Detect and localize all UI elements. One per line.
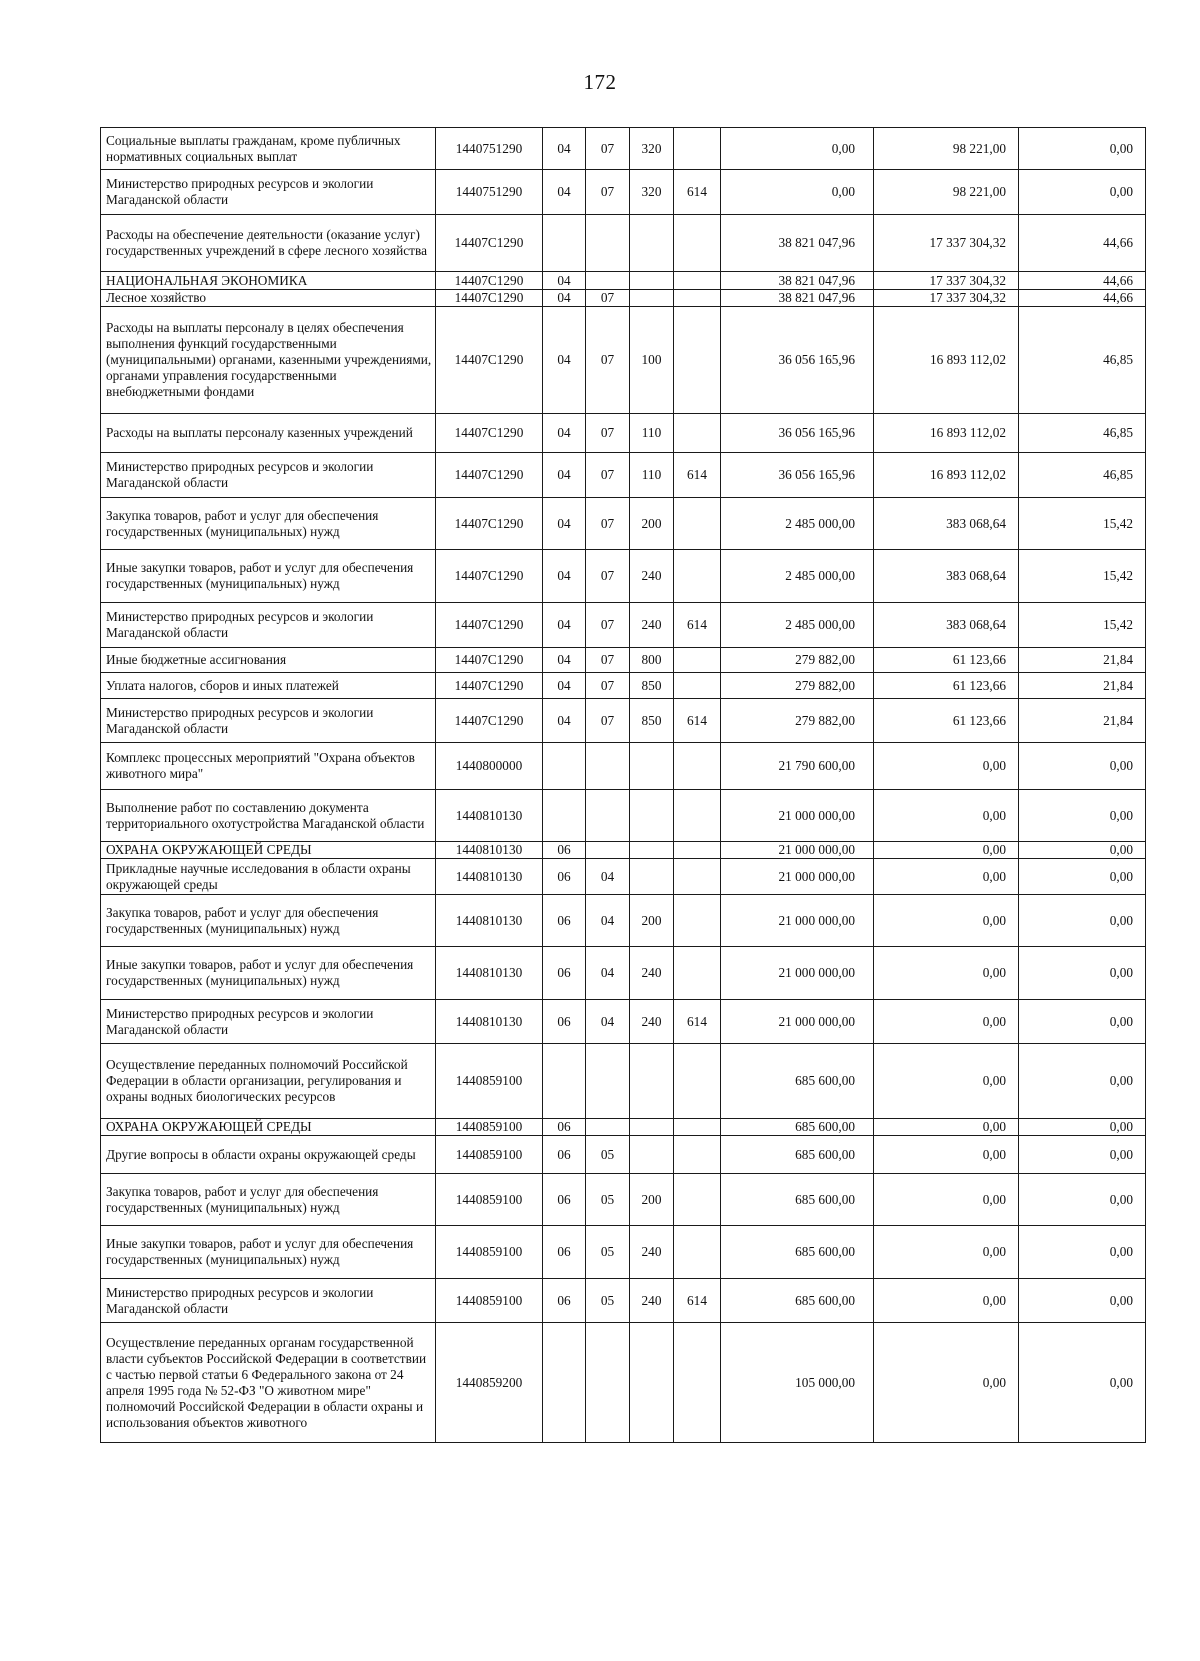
cell-target-code: 1440859100 xyxy=(436,1044,543,1119)
cell-item-name: Прикладные научные исследования в области охраны окружающей среды xyxy=(101,859,436,895)
cell-administrator: 614 xyxy=(674,1000,721,1044)
cell-item-name: Министерство природных ресурсов и экологии Магаданской области xyxy=(101,603,436,648)
cell-administrator xyxy=(674,1136,721,1174)
cell-subsection: 07 xyxy=(586,673,630,699)
table-row xyxy=(101,859,1146,895)
cell-expense-type xyxy=(630,1119,674,1136)
cell-actual-amount: 0,00 xyxy=(874,1136,1019,1174)
cell-item-name: Закупка товаров, работ и услуг для обеспечения государственных (муниципальных) нужд xyxy=(101,1174,436,1226)
cell-actual-amount: 17 337 304,32 xyxy=(874,215,1019,272)
cell-administrator xyxy=(674,498,721,550)
cell-administrator: 614 xyxy=(674,603,721,648)
cell-subsection xyxy=(586,215,630,272)
cell-target-code: 14407С1290 xyxy=(436,307,543,414)
cell-planned-amount: 0,00 xyxy=(721,128,874,170)
cell-section: 04 xyxy=(543,699,586,743)
cell-administrator xyxy=(674,743,721,790)
cell-percent: 46,85 xyxy=(1019,307,1146,414)
cell-administrator xyxy=(674,648,721,673)
cell-target-code: 1440859200 xyxy=(436,1323,543,1443)
cell-section: 04 xyxy=(543,290,586,307)
cell-subsection: 07 xyxy=(586,414,630,453)
cell-percent: 0,00 xyxy=(1019,1119,1146,1136)
cell-actual-amount: 16 893 112,02 xyxy=(874,414,1019,453)
cell-section: 04 xyxy=(543,673,586,699)
cell-percent: 0,00 xyxy=(1019,128,1146,170)
cell-item-name: Закупка товаров, работ и услуг для обеспечения государственных (муниципальных) нужд xyxy=(101,498,436,550)
cell-section: 06 xyxy=(543,1119,586,1136)
cell-subsection xyxy=(586,790,630,842)
cell-section: 04 xyxy=(543,307,586,414)
cell-expense-type xyxy=(630,859,674,895)
cell-item-name: Иные бюджетные ассигнования xyxy=(101,648,436,673)
cell-percent: 15,42 xyxy=(1019,550,1146,603)
table-row xyxy=(101,947,1146,1000)
cell-target-code: 1440859100 xyxy=(436,1279,543,1323)
cell-subsection: 07 xyxy=(586,290,630,307)
cell-percent: 0,00 xyxy=(1019,790,1146,842)
cell-item-name: ОХРАНА ОКРУЖАЮЩЕЙ СРЕДЫ xyxy=(101,842,436,859)
cell-subsection: 04 xyxy=(586,1000,630,1044)
cell-target-code: 1440810130 xyxy=(436,859,543,895)
cell-actual-amount: 98 221,00 xyxy=(874,128,1019,170)
cell-actual-amount: 17 337 304,32 xyxy=(874,272,1019,290)
cell-planned-amount: 21 790 600,00 xyxy=(721,743,874,790)
cell-expense-type: 200 xyxy=(630,498,674,550)
cell-percent: 15,42 xyxy=(1019,498,1146,550)
cell-planned-amount: 685 600,00 xyxy=(721,1136,874,1174)
cell-actual-amount: 61 123,66 xyxy=(874,699,1019,743)
cell-target-code: 1440800000 xyxy=(436,743,543,790)
cell-expense-type xyxy=(630,1136,674,1174)
cell-item-name: Расходы на выплаты персоналу в целях обеспечения выполнения функций государственными (муниципальными) органами, казенными учреждениями, органами управления государственными внебюджетными фондами xyxy=(101,307,436,414)
cell-item-name: Лесное хозяйство xyxy=(101,290,436,307)
cell-item-name: Министерство природных ресурсов и экологии Магаданской области xyxy=(101,453,436,498)
cell-section xyxy=(543,743,586,790)
cell-planned-amount: 279 882,00 xyxy=(721,648,874,673)
cell-expense-type xyxy=(630,743,674,790)
table-row xyxy=(101,842,1146,859)
cell-expense-type: 240 xyxy=(630,1000,674,1044)
cell-actual-amount: 61 123,66 xyxy=(874,673,1019,699)
cell-target-code: 1440859100 xyxy=(436,1136,543,1174)
cell-item-name: Иные закупки товаров, работ и услуг для обеспечения государственных (муниципальных) нужд xyxy=(101,1226,436,1279)
table-row xyxy=(101,603,1146,648)
cell-planned-amount: 36 056 165,96 xyxy=(721,307,874,414)
cell-actual-amount: 0,00 xyxy=(874,1279,1019,1323)
cell-target-code: 1440810130 xyxy=(436,1000,543,1044)
table-row xyxy=(101,699,1146,743)
cell-item-name: ОХРАНА ОКРУЖАЮЩЕЙ СРЕДЫ xyxy=(101,1119,436,1136)
cell-actual-amount: 383 068,64 xyxy=(874,603,1019,648)
cell-percent: 0,00 xyxy=(1019,743,1146,790)
table-row xyxy=(101,453,1146,498)
cell-subsection: 07 xyxy=(586,648,630,673)
cell-target-code: 14407С1290 xyxy=(436,673,543,699)
cell-expense-type: 110 xyxy=(630,453,674,498)
cell-subsection: 07 xyxy=(586,498,630,550)
cell-planned-amount: 36 056 165,96 xyxy=(721,414,874,453)
cell-percent: 0,00 xyxy=(1019,1323,1146,1443)
cell-planned-amount: 2 485 000,00 xyxy=(721,550,874,603)
cell-percent: 46,85 xyxy=(1019,453,1146,498)
cell-percent: 0,00 xyxy=(1019,842,1146,859)
cell-section: 04 xyxy=(543,128,586,170)
cell-actual-amount: 383 068,64 xyxy=(874,550,1019,603)
cell-planned-amount: 279 882,00 xyxy=(721,673,874,699)
cell-item-name: Уплата налогов, сборов и иных платежей xyxy=(101,673,436,699)
table-row xyxy=(101,1226,1146,1279)
cell-subsection xyxy=(586,1323,630,1443)
cell-administrator: 614 xyxy=(674,453,721,498)
cell-percent: 0,00 xyxy=(1019,1044,1146,1119)
cell-section: 04 xyxy=(543,603,586,648)
cell-item-name: НАЦИОНАЛЬНАЯ ЭКОНОМИКА xyxy=(101,272,436,290)
cell-percent: 0,00 xyxy=(1019,170,1146,215)
cell-planned-amount: 2 485 000,00 xyxy=(721,498,874,550)
cell-administrator xyxy=(674,673,721,699)
cell-planned-amount: 685 600,00 xyxy=(721,1119,874,1136)
table-row xyxy=(101,290,1146,307)
cell-expense-type xyxy=(630,790,674,842)
cell-subsection: 07 xyxy=(586,307,630,414)
cell-administrator xyxy=(674,1044,721,1119)
table-row xyxy=(101,1000,1146,1044)
cell-subsection: 05 xyxy=(586,1136,630,1174)
cell-percent: 0,00 xyxy=(1019,895,1146,947)
cell-item-name: Осуществление переданных органам государственной власти субъектов Российской Федерации в соответствии с частью первой статьи 6 Федерального закона от 24 апреля 1995 года № 52-ФЗ "О животном мире" полномочий Российской Федерации в области охраны и использования объектов животного xyxy=(101,1323,436,1443)
cell-expense-type: 240 xyxy=(630,550,674,603)
cell-subsection: 07 xyxy=(586,170,630,215)
cell-section: 06 xyxy=(543,895,586,947)
cell-planned-amount: 36 056 165,96 xyxy=(721,453,874,498)
cell-section: 04 xyxy=(543,414,586,453)
cell-actual-amount: 17 337 304,32 xyxy=(874,290,1019,307)
cell-item-name: Министерство природных ресурсов и экологии Магаданской области xyxy=(101,1279,436,1323)
cell-administrator xyxy=(674,947,721,1000)
cell-item-name: Министерство природных ресурсов и экологии Магаданской области xyxy=(101,699,436,743)
cell-target-code: 14407С1290 xyxy=(436,648,543,673)
cell-actual-amount: 16 893 112,02 xyxy=(874,307,1019,414)
cell-target-code: 14407С1290 xyxy=(436,290,543,307)
cell-percent: 44,66 xyxy=(1019,215,1146,272)
cell-expense-type: 240 xyxy=(630,1279,674,1323)
cell-target-code: 1440810130 xyxy=(436,842,543,859)
cell-expense-type: 850 xyxy=(630,673,674,699)
cell-administrator xyxy=(674,414,721,453)
cell-planned-amount: 21 000 000,00 xyxy=(721,859,874,895)
cell-item-name: Иные закупки товаров, работ и услуг для обеспечения государственных (муниципальных) нужд xyxy=(101,550,436,603)
cell-percent: 0,00 xyxy=(1019,1136,1146,1174)
cell-target-code: 14407С1290 xyxy=(436,699,543,743)
table-row xyxy=(101,272,1146,290)
cell-target-code: 1440810130 xyxy=(436,947,543,1000)
cell-percent: 0,00 xyxy=(1019,1000,1146,1044)
table-row xyxy=(101,498,1146,550)
cell-actual-amount: 0,00 xyxy=(874,895,1019,947)
cell-administrator xyxy=(674,1226,721,1279)
cell-planned-amount: 685 600,00 xyxy=(721,1174,874,1226)
cell-administrator: 614 xyxy=(674,1279,721,1323)
cell-planned-amount: 38 821 047,96 xyxy=(721,272,874,290)
cell-administrator xyxy=(674,215,721,272)
cell-section: 06 xyxy=(543,947,586,1000)
cell-target-code: 14407С1290 xyxy=(436,453,543,498)
cell-subsection xyxy=(586,1119,630,1136)
cell-actual-amount: 0,00 xyxy=(874,1000,1019,1044)
table-row xyxy=(101,307,1146,414)
cell-item-name: Другие вопросы в области охраны окружающей среды xyxy=(101,1136,436,1174)
cell-section: 04 xyxy=(543,170,586,215)
cell-percent: 0,00 xyxy=(1019,1279,1146,1323)
cell-actual-amount: 0,00 xyxy=(874,947,1019,1000)
cell-planned-amount: 21 000 000,00 xyxy=(721,895,874,947)
cell-percent: 21,84 xyxy=(1019,648,1146,673)
table-row xyxy=(101,1323,1146,1443)
cell-actual-amount: 0,00 xyxy=(874,1044,1019,1119)
cell-percent: 15,42 xyxy=(1019,603,1146,648)
cell-actual-amount: 0,00 xyxy=(874,790,1019,842)
cell-planned-amount: 279 882,00 xyxy=(721,699,874,743)
page-number: 172 xyxy=(583,70,617,94)
cell-actual-amount: 0,00 xyxy=(874,1323,1019,1443)
cell-actual-amount: 61 123,66 xyxy=(874,648,1019,673)
cell-section: 06 xyxy=(543,1174,586,1226)
cell-percent: 0,00 xyxy=(1019,1226,1146,1279)
cell-subsection xyxy=(586,743,630,790)
cell-expense-type: 240 xyxy=(630,1226,674,1279)
cell-expense-type: 200 xyxy=(630,895,674,947)
cell-actual-amount: 383 068,64 xyxy=(874,498,1019,550)
cell-target-code: 1440859100 xyxy=(436,1174,543,1226)
cell-subsection: 07 xyxy=(586,453,630,498)
cell-section: 04 xyxy=(543,550,586,603)
cell-planned-amount: 685 600,00 xyxy=(721,1044,874,1119)
cell-percent: 0,00 xyxy=(1019,1174,1146,1226)
table-row xyxy=(101,790,1146,842)
cell-target-code: 14407С1290 xyxy=(436,272,543,290)
cell-expense-type: 320 xyxy=(630,128,674,170)
table-row xyxy=(101,1044,1146,1119)
cell-subsection: 04 xyxy=(586,895,630,947)
cell-planned-amount: 21 000 000,00 xyxy=(721,947,874,1000)
cell-administrator xyxy=(674,307,721,414)
cell-target-code: 14407С1290 xyxy=(436,414,543,453)
cell-section: 04 xyxy=(543,648,586,673)
cell-item-name: Расходы на обеспечение деятельности (оказание услуг) государственных учреждений в сфере лесного хозяйства xyxy=(101,215,436,272)
cell-section: 06 xyxy=(543,859,586,895)
cell-expense-type xyxy=(630,290,674,307)
cell-subsection: 05 xyxy=(586,1226,630,1279)
cell-expense-type xyxy=(630,842,674,859)
cell-item-name: Министерство природных ресурсов и экологии Магаданской области xyxy=(101,1000,436,1044)
cell-target-code: 1440810130 xyxy=(436,895,543,947)
cell-planned-amount: 38 821 047,96 xyxy=(721,215,874,272)
cell-administrator xyxy=(674,290,721,307)
cell-target-code: 1440810130 xyxy=(436,790,543,842)
cell-section xyxy=(543,790,586,842)
cell-subsection: 05 xyxy=(586,1279,630,1323)
cell-administrator xyxy=(674,1119,721,1136)
table-row xyxy=(101,128,1146,170)
cell-percent: 0,00 xyxy=(1019,859,1146,895)
cell-planned-amount: 21 000 000,00 xyxy=(721,842,874,859)
cell-subsection: 07 xyxy=(586,699,630,743)
cell-expense-type: 320 xyxy=(630,170,674,215)
cell-actual-amount: 0,00 xyxy=(874,743,1019,790)
cell-section: 06 xyxy=(543,1136,586,1174)
cell-administrator: 614 xyxy=(674,699,721,743)
table-row xyxy=(101,1174,1146,1226)
cell-section: 06 xyxy=(543,842,586,859)
cell-section: 04 xyxy=(543,272,586,290)
cell-administrator: 614 xyxy=(674,170,721,215)
cell-percent: 21,84 xyxy=(1019,673,1146,699)
cell-expense-type: 240 xyxy=(630,603,674,648)
cell-percent: 0,00 xyxy=(1019,947,1146,1000)
cell-administrator xyxy=(674,859,721,895)
cell-subsection xyxy=(586,842,630,859)
cell-actual-amount: 98 221,00 xyxy=(874,170,1019,215)
cell-section xyxy=(543,1323,586,1443)
cell-percent: 46,85 xyxy=(1019,414,1146,453)
budget-table xyxy=(100,127,1146,1443)
table-row xyxy=(101,743,1146,790)
cell-administrator xyxy=(674,842,721,859)
cell-actual-amount: 0,00 xyxy=(874,1119,1019,1136)
cell-target-code: 14407С1290 xyxy=(436,498,543,550)
cell-administrator xyxy=(674,1323,721,1443)
cell-administrator xyxy=(674,1174,721,1226)
cell-section: 06 xyxy=(543,1000,586,1044)
table-row xyxy=(101,215,1146,272)
cell-subsection: 07 xyxy=(586,128,630,170)
cell-expense-type xyxy=(630,272,674,290)
table-row xyxy=(101,1279,1146,1323)
cell-expense-type: 110 xyxy=(630,414,674,453)
cell-administrator xyxy=(674,272,721,290)
cell-subsection: 04 xyxy=(586,947,630,1000)
cell-administrator xyxy=(674,550,721,603)
cell-target-code: 1440751290 xyxy=(436,128,543,170)
cell-expense-type xyxy=(630,1044,674,1119)
cell-item-name: Выполнение работ по составлению документа территориального охотустройства Магаданской области xyxy=(101,790,436,842)
table-row xyxy=(101,550,1146,603)
table-row xyxy=(101,170,1146,215)
cell-subsection xyxy=(586,1044,630,1119)
cell-planned-amount: 105 000,00 xyxy=(721,1323,874,1443)
cell-planned-amount: 2 485 000,00 xyxy=(721,603,874,648)
cell-item-name: Комплекс процессных мероприятий "Охрана объектов животного мира" xyxy=(101,743,436,790)
cell-item-name: Иные закупки товаров, работ и услуг для обеспечения государственных (муниципальных) нужд xyxy=(101,947,436,1000)
cell-target-code: 1440859100 xyxy=(436,1226,543,1279)
cell-item-name: Закупка товаров, работ и услуг для обеспечения государственных (муниципальных) нужд xyxy=(101,895,436,947)
cell-administrator xyxy=(674,895,721,947)
cell-section xyxy=(543,1044,586,1119)
cell-target-code: 14407С1290 xyxy=(436,550,543,603)
cell-section: 06 xyxy=(543,1226,586,1279)
cell-planned-amount: 685 600,00 xyxy=(721,1279,874,1323)
table-row xyxy=(101,414,1146,453)
table-body xyxy=(101,128,1146,1443)
cell-subsection: 07 xyxy=(586,603,630,648)
cell-subsection: 07 xyxy=(586,550,630,603)
cell-subsection xyxy=(586,272,630,290)
cell-percent: 21,84 xyxy=(1019,699,1146,743)
cell-actual-amount: 0,00 xyxy=(874,1174,1019,1226)
cell-subsection: 05 xyxy=(586,1174,630,1226)
cell-section: 04 xyxy=(543,498,586,550)
cell-planned-amount: 38 821 047,96 xyxy=(721,290,874,307)
cell-item-name: Расходы на выплаты персоналу казенных учреждений xyxy=(101,414,436,453)
cell-item-name: Осуществление переданных полномочий Российской Федерации в области организации, регулирования и охраны водных биологических ресурсов xyxy=(101,1044,436,1119)
table-row xyxy=(101,648,1146,673)
cell-expense-type: 850 xyxy=(630,699,674,743)
cell-target-code: 1440751290 xyxy=(436,170,543,215)
cell-target-code: 14407С1290 xyxy=(436,603,543,648)
cell-subsection: 04 xyxy=(586,859,630,895)
cell-actual-amount: 16 893 112,02 xyxy=(874,453,1019,498)
cell-expense-type xyxy=(630,215,674,272)
cell-expense-type: 100 xyxy=(630,307,674,414)
cell-actual-amount: 0,00 xyxy=(874,1226,1019,1279)
cell-planned-amount: 0,00 xyxy=(721,170,874,215)
cell-actual-amount: 0,00 xyxy=(874,859,1019,895)
cell-section xyxy=(543,215,586,272)
table-row xyxy=(101,1119,1146,1136)
cell-item-name: Министерство природных ресурсов и экологии Магаданской области xyxy=(101,170,436,215)
cell-expense-type: 240 xyxy=(630,947,674,1000)
cell-expense-type xyxy=(630,1323,674,1443)
cell-percent: 44,66 xyxy=(1019,290,1146,307)
cell-percent: 44,66 xyxy=(1019,272,1146,290)
cell-target-code: 14407С1290 xyxy=(436,215,543,272)
cell-planned-amount: 21 000 000,00 xyxy=(721,1000,874,1044)
cell-actual-amount: 0,00 xyxy=(874,842,1019,859)
cell-administrator xyxy=(674,790,721,842)
cell-expense-type: 200 xyxy=(630,1174,674,1226)
table-row xyxy=(101,1136,1146,1174)
cell-administrator xyxy=(674,128,721,170)
cell-section: 06 xyxy=(543,1279,586,1323)
table-row xyxy=(101,895,1146,947)
cell-expense-type: 800 xyxy=(630,648,674,673)
cell-item-name: Социальные выплаты гражданам, кроме публичных нормативных социальных выплат xyxy=(101,128,436,170)
cell-planned-amount: 685 600,00 xyxy=(721,1226,874,1279)
table-row xyxy=(101,673,1146,699)
cell-target-code: 1440859100 xyxy=(436,1119,543,1136)
cell-planned-amount: 21 000 000,00 xyxy=(721,790,874,842)
cell-section: 04 xyxy=(543,453,586,498)
